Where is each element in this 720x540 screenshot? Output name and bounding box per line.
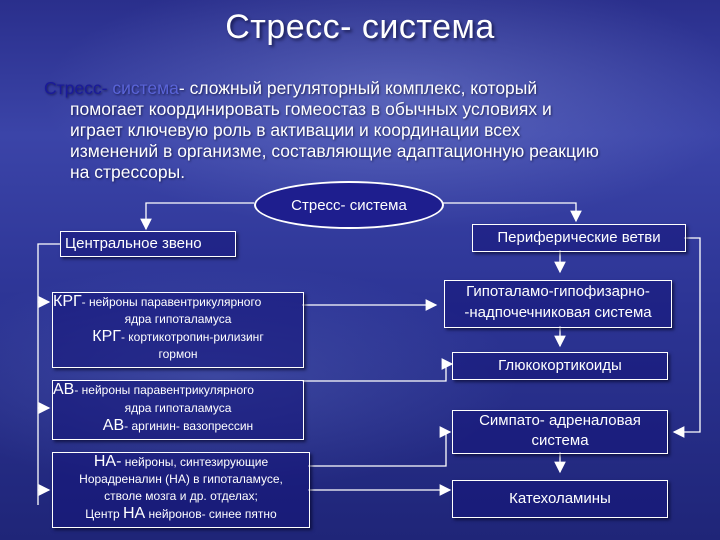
peripheral-branches-header (472, 224, 686, 252)
av-box (52, 380, 304, 440)
hpa-line-1: Гипоталамо-гипофизарно- (466, 283, 650, 300)
intro-line-4: изменений в организме, составляющие адаптационную реакцию (70, 141, 599, 161)
glucocorticoids-box (452, 352, 668, 380)
av-line-3: - аргинин- вазопрессин (124, 419, 254, 433)
krg-abbr-2: КРГ (92, 328, 121, 345)
stress-system-node: Стресс- система (254, 181, 444, 229)
na-abbr-2: НА (122, 505, 146, 522)
intro-term-b: система (112, 78, 179, 98)
av-abbr: АВ (53, 381, 75, 398)
na-line-4: нейронов- синее пятно (145, 507, 277, 521)
na-line-1: нейроны, синтезирующие (121, 455, 269, 469)
sympatho-line-1: Симпато- адреналовая (479, 412, 641, 429)
krg-row-3 (53, 328, 303, 346)
catecholamines-label: Катехоламины (509, 490, 611, 507)
na-row-4 (53, 505, 309, 523)
av-row-1 (53, 381, 303, 399)
sympatho-adrenal-box (452, 410, 668, 454)
intro-term-a: Стресс- (44, 78, 113, 98)
intro-line-1: - сложный регуляторный комплекс, который (178, 78, 538, 98)
na-box (52, 452, 310, 528)
intro-line-5: на стрессоры. (70, 162, 186, 182)
central-link-label: Центральное звено (65, 235, 202, 252)
catecholamines-box (452, 480, 668, 518)
sympatho-line-2: система (531, 432, 589, 449)
na-line-2: Норадреналин (НА) в гипоталамусе, (79, 472, 283, 486)
na-line-3: стволе мозга и др. отделах; (104, 489, 258, 503)
na-abbr: НА- (93, 453, 122, 470)
na-row-1 (53, 453, 309, 471)
intro-line-2: помогает координировать гомеостаз в обычных условиях и (70, 99, 552, 119)
krg-line-1: - нейроны паравентрикулярного (81, 295, 262, 309)
arrow-center-to-central (146, 203, 254, 229)
krg-box (52, 292, 304, 368)
intro-line-3: играет ключевую роль в активации и координации всех (70, 120, 521, 140)
na-prefix-4: Центр (85, 507, 123, 521)
hpa-axis-box (444, 280, 672, 328)
central-link-header (60, 231, 236, 257)
arrow-av-to-gluco (302, 364, 452, 381)
arrow-na-to-sympatho (308, 432, 450, 466)
line-peripheral-bracket (674, 238, 700, 432)
krg-abbr: КРГ (53, 293, 82, 310)
arrow-center-to-peripheral (440, 203, 576, 221)
krg-line-4: гормон (158, 347, 198, 361)
av-row-3 (53, 417, 303, 435)
slide-title: Стресс- система (225, 8, 495, 46)
peripheral-branches-label: Периферические ветви (497, 229, 661, 246)
av-line-2: ядра гипоталамуса (124, 401, 232, 415)
krg-row-1 (53, 293, 303, 311)
krg-line-3: - кортикотропин-рилизинг (120, 330, 264, 344)
glucocorticoids-label: Глюкокортикоиды (498, 357, 622, 374)
av-line-1: - нейроны паравентрикулярного (74, 383, 254, 397)
av-abbr-2: АВ (102, 417, 125, 434)
hpa-line-2: -надпочечниковая система (464, 304, 652, 321)
krg-line-2: ядра гипоталамуса (124, 312, 232, 326)
